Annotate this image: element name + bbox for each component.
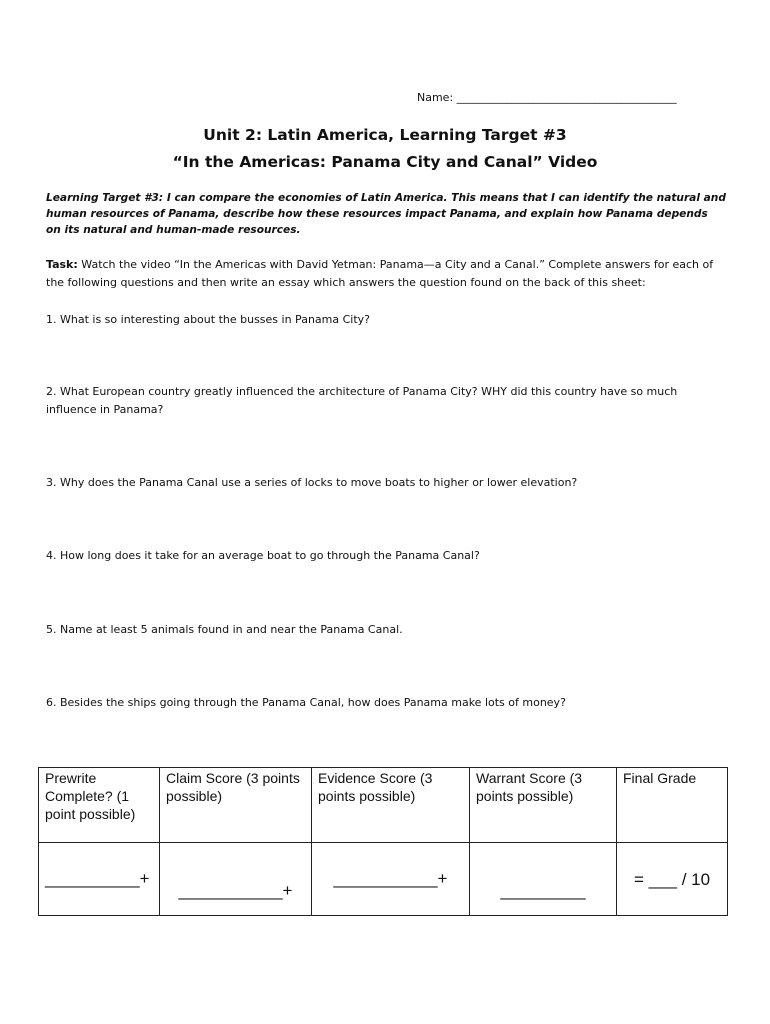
- cell-claim: [160, 843, 312, 916]
- question-2: 2. What European country greatly influenced the architecture of Panama City? WHY did this country have so much influence in Panama?: [46, 385, 678, 416]
- score-table-header-row: [39, 768, 728, 843]
- cell-evidence: [312, 843, 470, 916]
- final-grade-blank[interactable]: = ___ / 10: [633, 870, 711, 889]
- question-4: 4. How long does it take for an average boat to go through the Panama Canal?: [46, 549, 480, 562]
- score-table-blank-row: [39, 843, 728, 916]
- task-instructions: [46, 256, 726, 292]
- cell-final-grade: [617, 843, 728, 916]
- header-evidence: Evidence Score (3 points possible): [312, 768, 470, 843]
- header-claim: Claim Score (3 points possible): [160, 768, 312, 843]
- name-field[interactable]: Name: ________________________________________: [417, 91, 677, 104]
- question-1: 1. What is so interesting about the busses in Panama City?: [46, 313, 371, 326]
- cell-warrant: [470, 843, 617, 916]
- warrant-blank[interactable]: _________: [500, 881, 586, 900]
- question-3: 3. Why does the Panama Canal use a series of locks to move boats to higher or lower elevation?: [46, 476, 578, 489]
- cell-prewrite: [39, 843, 160, 916]
- header-warrant: Warrant Score (3 points possible): [470, 768, 617, 843]
- learning-target: Learning Target #3: I can compare the economies of Latin America. This means that I can identify the natural and human resources of Panama, describe how these resources impact Panama, and explain how Panama depends on its natural and human-made resources.: [46, 192, 726, 236]
- page-subtitle: “In the Americas: Panama City and Canal” Video: [172, 153, 598, 171]
- score-table: [38, 767, 728, 916]
- evidence-blank[interactable]: ___________+: [333, 869, 448, 888]
- task-text: Watch the video “In the Americas with David Yetman: Panama—a City and a Canal.” Complete answers for each of the following questions and then write an essay which answers the question found on the back of this sheet:: [46, 258, 714, 289]
- header-final-grade: Final Grade: [617, 768, 728, 843]
- question-5: 5. Name at least 5 animals found in and near the Panama Canal.: [46, 623, 403, 636]
- prewrite-blank[interactable]: __________+: [45, 869, 150, 888]
- header-prewrite: Prewrite Complete? (1 point possible): [39, 768, 160, 843]
- page-title: Unit 2: Latin America, Learning Target #3: [203, 126, 567, 144]
- claim-blank[interactable]: ___________+: [178, 881, 293, 900]
- question-6: 6. Besides the ships going through the Panama Canal, how does Panama make lots of money?: [46, 696, 566, 709]
- task-label: Task:: [46, 258, 78, 271]
